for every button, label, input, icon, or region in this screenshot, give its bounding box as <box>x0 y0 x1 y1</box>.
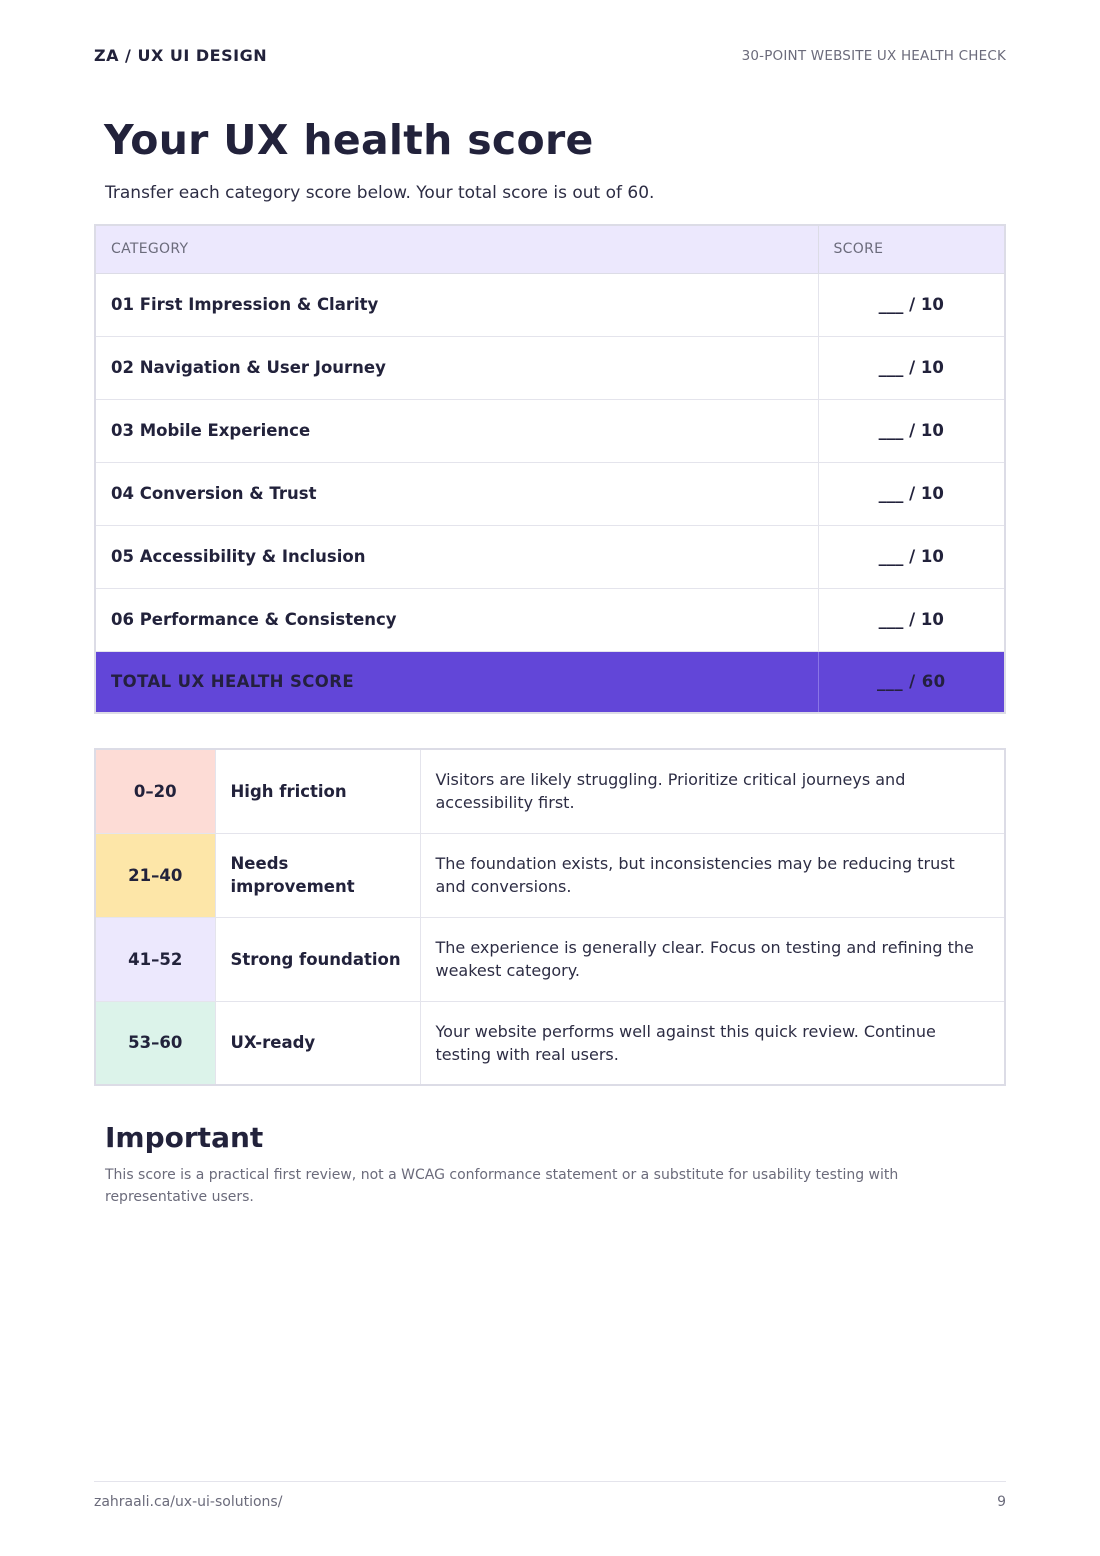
brand-label: ZA / UX UI DESIGN <box>94 46 268 65</box>
intro-text: Transfer each category score below. Your total score is out of 60. <box>105 183 655 203</box>
category-score: ___ / 10 <box>818 588 1005 651</box>
band-range: 41–52 <box>95 917 215 1001</box>
important-note: This score is a practical first review, not a WCAG conformance statement or a substitute for usability testing with representative users. <box>105 1167 899 1205</box>
page-number: 9 <box>997 1494 1006 1510</box>
band-label: Strong foundation <box>215 917 420 1001</box>
category-name: 04 Conversion & Trust <box>95 462 818 525</box>
page-header <box>94 46 1006 65</box>
category-name: 01 First Impression & Clarity <box>95 273 818 336</box>
band-range: 0–20 <box>95 749 215 833</box>
score-table <box>94 224 1006 714</box>
total-score: ___ / 60 <box>818 651 1005 713</box>
band-label: UX-ready <box>215 1001 420 1085</box>
column-header-category: CATEGORY <box>95 225 818 273</box>
score-bands-table <box>94 748 1006 1086</box>
document-title: 30-POINT WEBSITE UX HEALTH CHECK <box>741 47 1006 64</box>
band-row <box>95 917 1005 1001</box>
category-score: ___ / 10 <box>818 273 1005 336</box>
table-row <box>95 336 1005 399</box>
band-row <box>95 833 1005 917</box>
page-footer <box>94 1494 1006 1510</box>
category-name: 02 Navigation & User Journey <box>95 336 818 399</box>
band-description: Visitors are likely struggling. Prioritize critical journeys and accessibility first. <box>420 749 1005 833</box>
footer-divider <box>94 1481 1006 1482</box>
table-row <box>95 525 1005 588</box>
table-row <box>95 462 1005 525</box>
footer-url: zahraali.ca/ux-ui-solutions/ <box>94 1494 283 1510</box>
category-name: 03 Mobile Experience <box>95 399 818 462</box>
table-row <box>95 273 1005 336</box>
band-range: 53–60 <box>95 1001 215 1085</box>
band-description: The experience is generally clear. Focus on testing and refining the weakest category. <box>420 917 1005 1001</box>
score-table-header <box>95 225 1005 273</box>
column-header-score: SCORE <box>818 225 1005 273</box>
total-label: TOTAL UX HEALTH SCORE <box>95 651 818 713</box>
category-name: 05 Accessibility & Inclusion <box>95 525 818 588</box>
band-row <box>95 1001 1005 1085</box>
table-row <box>95 588 1005 651</box>
total-row <box>95 651 1005 713</box>
category-score: ___ / 10 <box>818 525 1005 588</box>
category-score: ___ / 10 <box>818 336 1005 399</box>
band-description: Your website performs well against this quick review. Continue testing with real users. <box>420 1001 1005 1085</box>
band-range: 21–40 <box>95 833 215 917</box>
band-label: Needs improvement <box>215 833 420 917</box>
band-description: The foundation exists, but inconsistencies may be reducing trust and conversions. <box>420 833 1005 917</box>
category-score: ___ / 10 <box>818 462 1005 525</box>
band-row <box>95 749 1005 833</box>
category-name: 06 Performance & Consistency <box>95 588 818 651</box>
page-title: Your UX health score <box>104 116 594 164</box>
band-label: High friction <box>215 749 420 833</box>
important-heading: Important <box>105 1121 264 1154</box>
table-row <box>95 399 1005 462</box>
category-score: ___ / 10 <box>818 399 1005 462</box>
